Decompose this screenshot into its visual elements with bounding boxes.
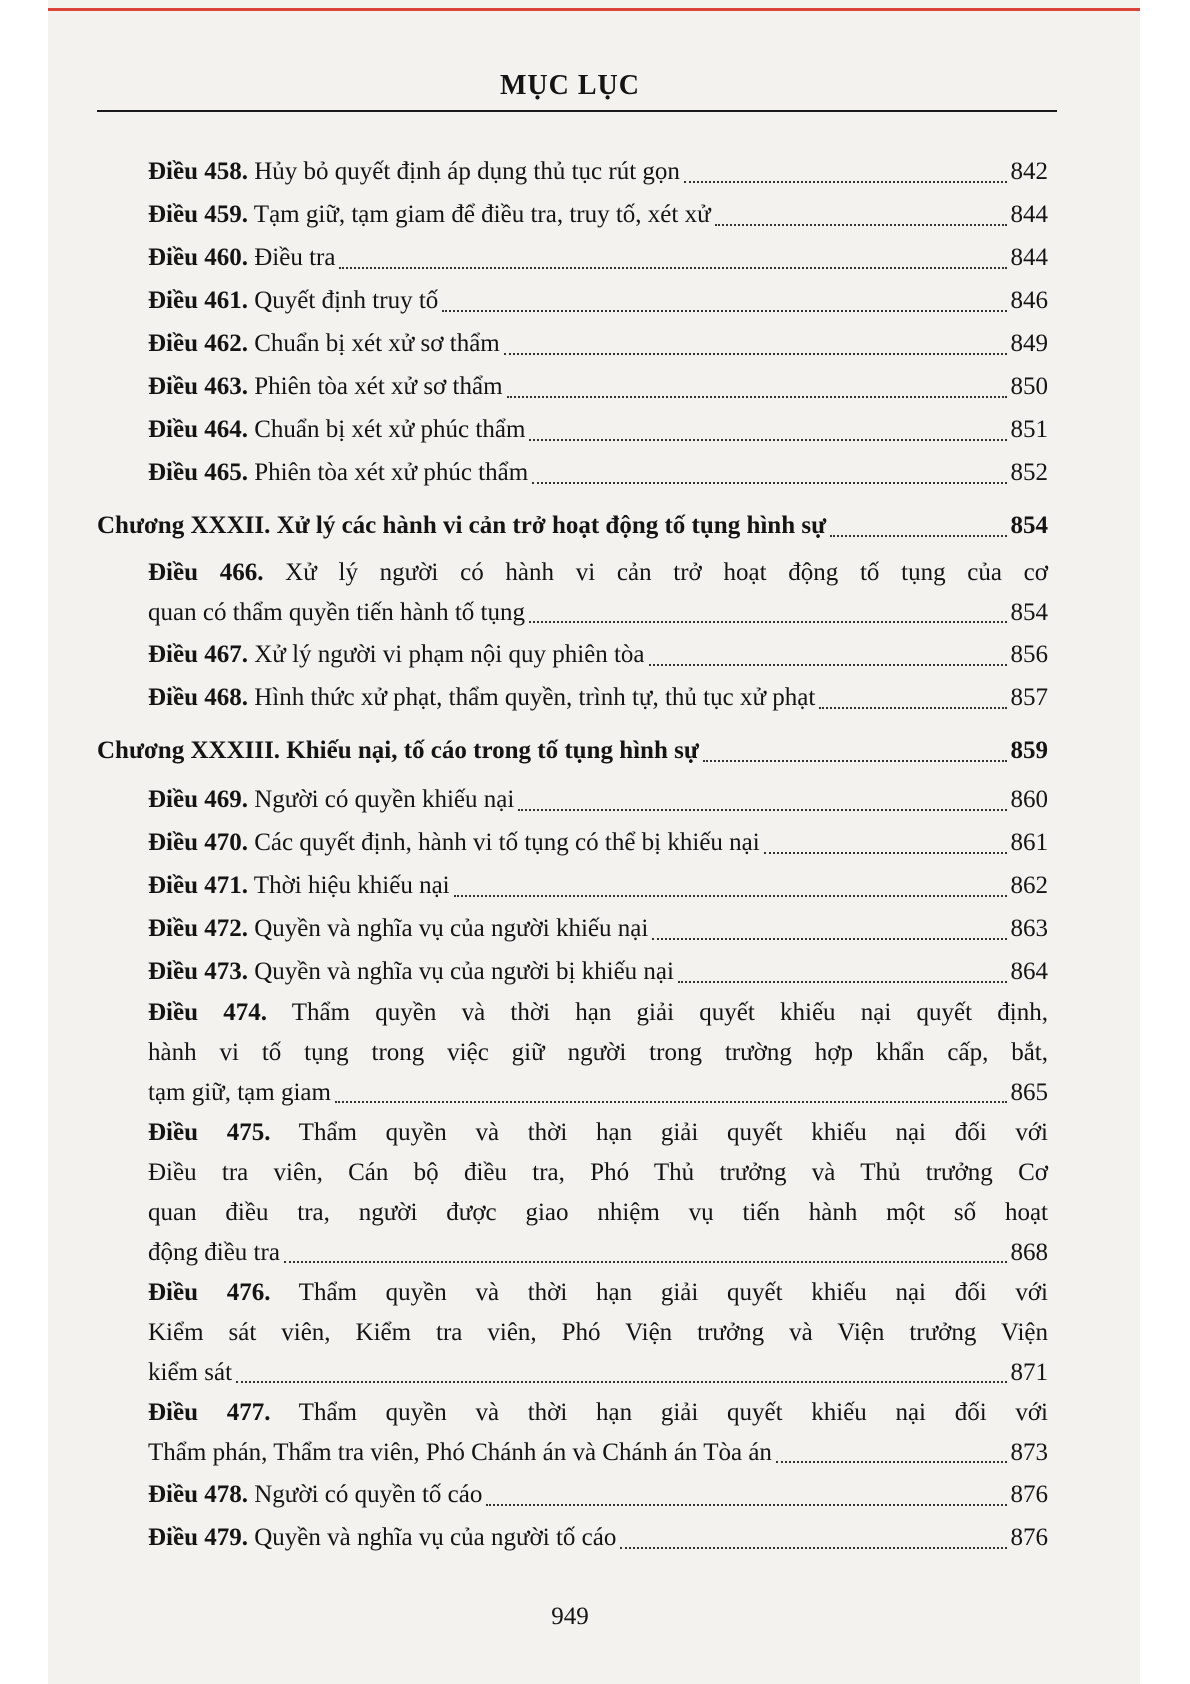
toc-entry-472[interactable] — [0, 907, 1048, 950]
dot-leader — [504, 352, 1007, 355]
dot-leader — [532, 481, 1006, 484]
page-number: 871 — [1010, 1359, 1048, 1386]
article-label: Điều 478. — [148, 1481, 248, 1508]
article-title-line: Kiểm sát viên, Kiểm tra viên, Phó Viện trưởng và Viện trưởng Viện — [148, 1319, 1048, 1346]
article-title-line: động điều tra — [148, 1239, 280, 1266]
page-number: 863 — [1010, 915, 1048, 942]
article-label: Điều 477. — [148, 1399, 271, 1426]
article-title-line: quan điều tra, người được giao nhiệm vụ tiến hành một số hoạt — [148, 1199, 1048, 1226]
toc-entry-463[interactable] — [0, 365, 1048, 408]
top-edge-rule — [48, 8, 1140, 11]
toc-entry-478[interactable] — [0, 1473, 1048, 1516]
table-of-contents — [0, 150, 1190, 1559]
article-title: Quyền và nghĩa vụ của người tố cáo — [248, 1524, 617, 1551]
page-number: 873 — [1010, 1439, 1048, 1466]
dot-leader — [684, 180, 1007, 183]
article-label: Điều 472. — [148, 915, 248, 942]
page-number: 859 — [1010, 737, 1048, 764]
chapter-title: Chương XXXIII. Khiếu nại, tố cáo trong tố tụng hình sự — [97, 737, 699, 764]
page-number: 860 — [1010, 786, 1048, 813]
article-title-line: tạm giữ, tạm giam — [148, 1079, 331, 1106]
page-number: 849 — [1010, 330, 1048, 357]
page-number: 865 — [1010, 1079, 1048, 1106]
article-title-line: Điều tra viên, Cán bộ điều tra, Phó Thủ trưởng và Thủ trưởng Cơ — [148, 1159, 1048, 1186]
dot-leader — [454, 894, 1007, 897]
article-title-line: Thẩm phán, Thẩm tra viên, Phó Chánh án và Chánh án Tòa án — [148, 1439, 772, 1466]
article-label: Điều 464. — [148, 416, 248, 443]
toc-entry-470[interactable] — [0, 821, 1048, 864]
dot-leader — [507, 395, 1007, 398]
article-title: Các quyết định, hành vi tố tụng có thể bị khiếu nại — [248, 829, 760, 856]
toc-entry-464[interactable] — [0, 408, 1048, 451]
dot-leader — [649, 663, 1007, 666]
article-label: Điều 461. — [148, 287, 248, 314]
page-title: MỤC LỤC — [500, 70, 640, 101]
article-title-line: kiểm sát — [148, 1359, 233, 1386]
toc-entry-467[interactable] — [0, 633, 1048, 676]
page-number: 846 — [1010, 287, 1048, 314]
article-label: Điều 468. — [148, 684, 248, 711]
article-label: Điều 473. — [148, 958, 248, 985]
article-label: Điều 476. — [148, 1279, 271, 1306]
dot-leader — [819, 706, 1006, 709]
article-title-line: Thẩm quyền và thời hạn giải quyết khiếu nại đối với — [270, 1119, 1048, 1146]
article-title: Người có quyền tố cáo — [248, 1481, 483, 1508]
page-number: 851 — [1010, 416, 1048, 443]
article-label: Điều 469. — [148, 786, 248, 813]
article-label: Điều 463. — [148, 373, 248, 400]
page-number: 842 — [1010, 158, 1048, 185]
dot-leader — [518, 808, 1006, 811]
toc-entry-466[interactable] — [0, 553, 1048, 633]
dot-leader — [442, 309, 1006, 312]
article-label: Điều 475. — [148, 1119, 271, 1146]
chapter-title: Chương XXXII. Xử lý các hành vi cản trở hoạt động tố tụng hình sự — [97, 512, 827, 539]
page-number: 854 — [1010, 512, 1048, 539]
article-title: Điều tra — [248, 244, 336, 271]
article-title: Phiên tòa xét xử sơ thẩm — [248, 373, 503, 400]
article-label: Điều 467. — [148, 641, 248, 668]
article-label: Điều 458. — [148, 158, 248, 185]
toc-entry-462[interactable] — [0, 322, 1048, 365]
article-title-line: quan có thẩm quyền tiến hành tố tụng — [148, 599, 526, 626]
article-label: Điều 466. — [148, 559, 264, 586]
page-footer-number: 949 — [551, 1603, 589, 1630]
dot-leader — [620, 1546, 1006, 1549]
toc-entry-469[interactable] — [0, 778, 1048, 821]
toc-entry-475[interactable] — [0, 1113, 1048, 1273]
title-divider — [97, 110, 1057, 112]
page-number: 857 — [1010, 684, 1048, 711]
article-label: Điều 465. — [148, 459, 248, 486]
dot-leader — [652, 937, 1006, 940]
page-number: 876 — [1010, 1481, 1048, 1508]
page-number: 861 — [1010, 829, 1048, 856]
dot-leader — [703, 759, 1007, 762]
dot-leader — [284, 1260, 1007, 1263]
toc-entry-471[interactable] — [0, 864, 1048, 907]
toc-entry-468[interactable] — [0, 676, 1048, 719]
toc-entry-474[interactable] — [0, 993, 1048, 1113]
toc-entry-458[interactable] — [0, 150, 1048, 193]
article-title: Hủy bỏ quyết định áp dụng thủ tục rút gọn — [248, 158, 680, 185]
dot-leader — [529, 438, 1006, 441]
article-title-line: Thẩm quyền và thời hạn giải quyết khiếu nại đối với — [270, 1279, 1048, 1306]
toc-chapter-33[interactable] — [0, 729, 1048, 772]
dot-leader — [339, 266, 1006, 269]
article-label: Điều 462. — [148, 330, 248, 357]
article-label: Điều 474. — [148, 999, 267, 1026]
article-title-line: Xử lý người có hành vi cản trở hoạt động tố tụng của cơ — [263, 559, 1049, 586]
article-title-line: Thẩm quyền và thời hạn giải quyết khiếu nại quyết định, — [266, 999, 1048, 1026]
dot-leader — [486, 1503, 1006, 1506]
article-title: Hình thức xử phạt, thẩm quyền, trình tự, thủ tục xử phạt — [248, 684, 816, 711]
article-label: Điều 460. — [148, 244, 248, 271]
article-title: Phiên tòa xét xử phúc thẩm — [248, 459, 529, 486]
page-number: 852 — [1010, 459, 1048, 486]
article-label: Điều 471. — [148, 872, 248, 899]
article-title: Thời hiệu khiếu nại — [248, 872, 450, 899]
toc-entry-459[interactable] — [0, 193, 1048, 236]
toc-entry-479[interactable] — [0, 1516, 1048, 1559]
toc-chapter-32[interactable] — [0, 504, 1048, 547]
dot-leader — [764, 851, 1007, 854]
article-title: Quyết định truy tố — [248, 287, 439, 314]
dot-leader — [236, 1380, 1006, 1383]
dot-leader — [335, 1100, 1007, 1103]
article-title-line: Thẩm quyền và thời hạn giải quyết khiếu nại đối với — [270, 1399, 1048, 1426]
article-title: Người có quyền khiếu nại — [248, 786, 515, 813]
page-number: 876 — [1010, 1524, 1048, 1551]
article-title: Tạm giữ, tạm giam để điều tra, truy tố, xét xử — [248, 201, 711, 228]
article-label: Điều 470. — [148, 829, 248, 856]
article-title: Chuẩn bị xét xử sơ thẩm — [248, 330, 500, 357]
toc-entry-465[interactable] — [0, 451, 1048, 494]
article-title: Quyền và nghĩa vụ của người khiếu nại — [248, 915, 649, 942]
article-label: Điều 459. — [148, 201, 248, 228]
dot-leader — [529, 620, 1006, 623]
dot-leader — [830, 534, 1006, 537]
article-title: Quyền và nghĩa vụ của người bị khiếu nại — [248, 958, 674, 985]
dot-leader — [678, 980, 1007, 983]
page-number: 854 — [1010, 599, 1048, 626]
page-number: 868 — [1010, 1239, 1048, 1266]
article-title-line: hành vi tố tụng trong việc giữ người trong trường hợp khẩn cấp, bắt, — [148, 1039, 1048, 1066]
page-number: 864 — [1010, 958, 1048, 985]
article-title: Xử lý người vi phạm nội quy phiên tòa — [248, 641, 645, 668]
toc-entry-477[interactable] — [0, 1393, 1048, 1473]
dot-leader — [715, 223, 1007, 226]
page-number: 844 — [1010, 244, 1048, 271]
toc-entry-473[interactable] — [0, 950, 1048, 993]
page-number: 850 — [1010, 373, 1048, 400]
dot-leader — [776, 1460, 1007, 1463]
toc-entry-461[interactable] — [0, 279, 1048, 322]
article-title: Chuẩn bị xét xử phúc thẩm — [248, 416, 526, 443]
toc-entry-460[interactable] — [0, 236, 1048, 279]
page-number: 856 — [1010, 641, 1048, 668]
toc-entry-476[interactable] — [0, 1273, 1048, 1393]
page-number: 844 — [1010, 201, 1048, 228]
page-number: 862 — [1010, 872, 1048, 899]
article-label: Điều 479. — [148, 1524, 248, 1551]
